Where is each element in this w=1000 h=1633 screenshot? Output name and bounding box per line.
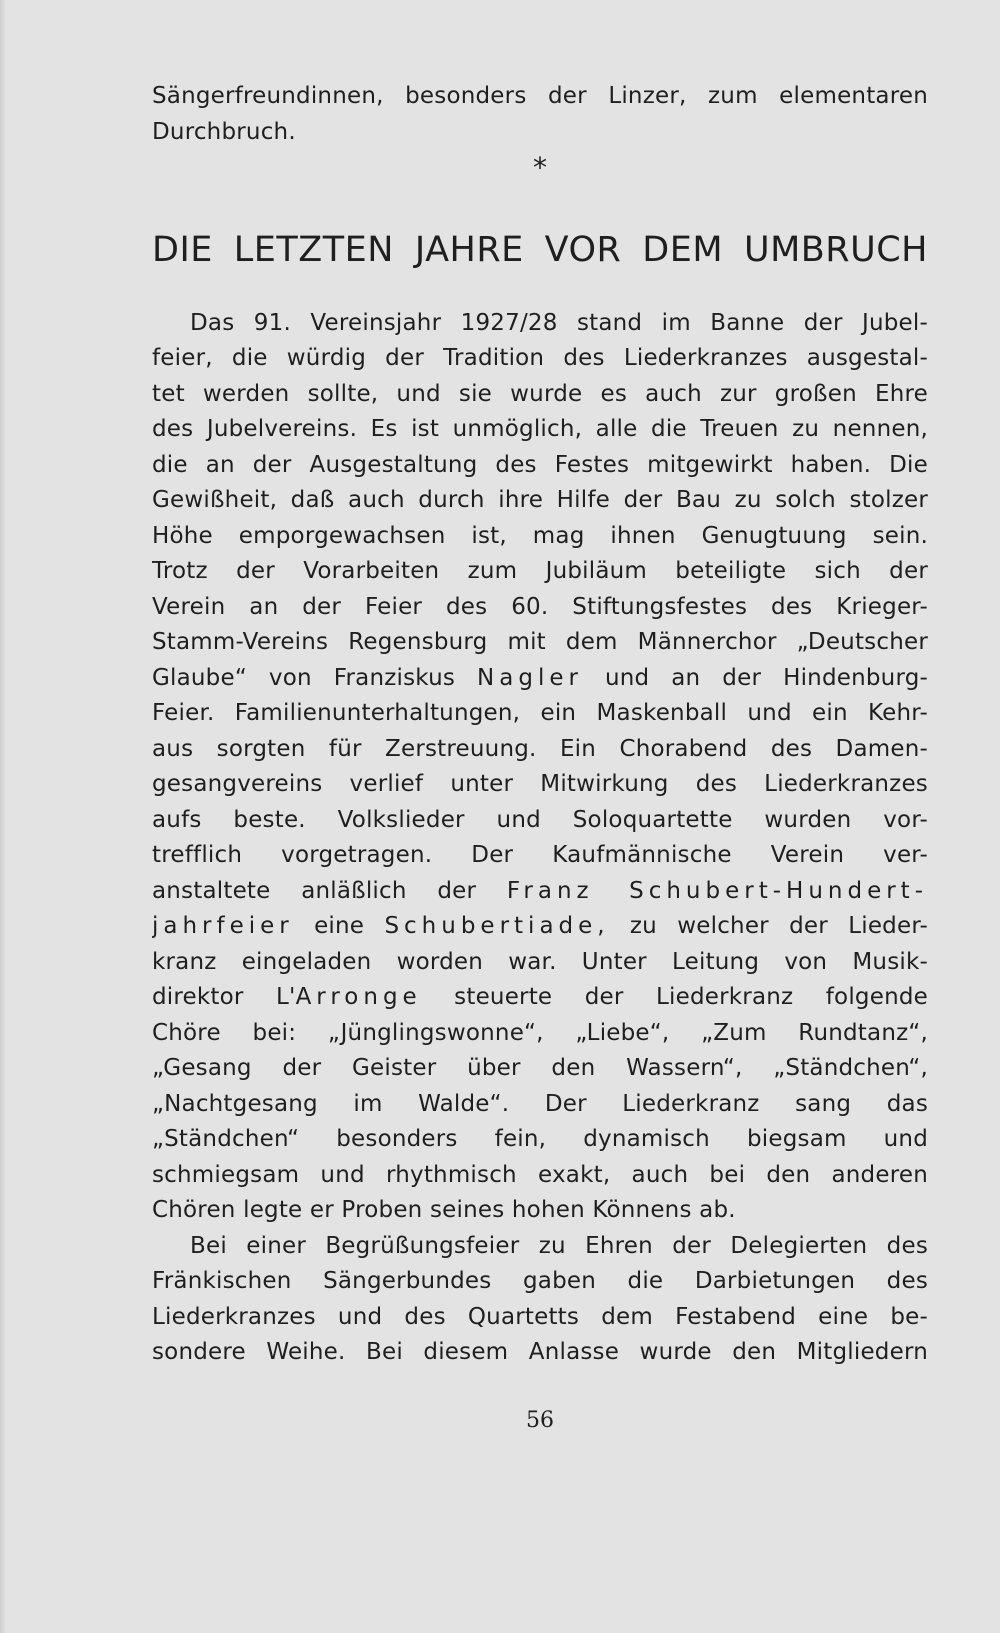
text-run: anstaltete anläßlich der [152, 878, 477, 904]
text-line: Verein an der Feier des 60. Stiftungsfestes des Krieger- [152, 594, 928, 620]
text-line: schmiegsam und rhythmisch exakt, auch bei den anderen [152, 1162, 928, 1188]
text-line: sondere Weihe. Bei diesem Anlasse wurde den Mitgliedern [152, 1339, 928, 1365]
text-run: Glaube“ von Franziskus [152, 665, 456, 691]
text-line [152, 873, 928, 909]
text-line: die an der Ausgestaltung des Festes mitgewirkt haben. Die [152, 452, 928, 478]
text-line: Gewißheit, daß auch durch ihre Hilfe der Bau zu solch stolzer [152, 487, 928, 513]
text-line: Bei einer Begrüßungsfeier zu Ehren der Delegierten des [190, 1233, 928, 1259]
text-line: Durchbruch. [152, 119, 296, 145]
text-run: steuerte der Liederkranz folgende [454, 984, 928, 1010]
text-run: und an der Hindenburg- [604, 665, 928, 691]
text-line: gesangvereins verlief unter Mitwirkung des Liederkranzes [152, 771, 928, 797]
text-line: des Jubelvereins. Es ist unmöglich, alle die Treuen zu nennen, [152, 416, 928, 442]
text-line: Stamm-Vereins Regensburg mit dem Männerchor „Deutscher [152, 629, 928, 655]
spaced-name: Nagler [477, 665, 583, 691]
text-line: Liederkranzes und des Quartetts dem Festabend eine be- [152, 1304, 928, 1330]
text-line: Chören legte er Proben seines hohen Könnens ab. [152, 1197, 736, 1223]
text-line: Sängerfreundinnen, besonders der Linzer, zum elementaren [152, 83, 928, 109]
text-run: eine [314, 913, 365, 939]
text-line: tet werden sollte, und sie wurde es auch zur großen Ehre [152, 381, 928, 407]
section-heading: DIE LETZTEN JAHRE VOR DEM UMBRUCH [152, 230, 928, 270]
spaced-name: Arronge [295, 984, 422, 1010]
text-line: „Nachtgesang im Walde“. Der Liederkranz sang das [152, 1091, 928, 1117]
spaced-name: Schubertiade, [384, 913, 610, 939]
text-line: Chöre bei: „Jünglingswonne“, „Liebe“, „Zum Rundtanz“, [152, 1020, 928, 1046]
text-line [152, 979, 928, 1015]
text-line: „Ständchen“ besonders fein, dynamisch biegsam und [152, 1126, 928, 1152]
text-line: Das 91. Vereinsjahr 1927/28 stand im Banne der Jubel- [190, 310, 928, 336]
text-line: feier, die würdig der Tradition des Liederkranzes ausgestal- [152, 345, 928, 371]
spaced-name: Franz Schubert-Hundert- [506, 878, 928, 904]
text-line: trefflich vorgetragen. Der Kaufmännische Verein ver- [152, 842, 928, 868]
text-run: direktor L' [152, 984, 296, 1010]
text-line [152, 908, 928, 944]
text-line: aus sorgten für Zerstreuung. Ein Chorabend des Damen- [152, 736, 928, 762]
text-line: aufs beste. Volkslieder und Soloquartette wurden vor- [152, 807, 928, 833]
text-line: Feier. Familienunterhaltungen, ein Maskenball und ein Kehr- [152, 700, 928, 726]
text-line: Trotz der Vorarbeiten zum Jubiläum beteiligte sich der [152, 558, 928, 584]
page-number: 56 [526, 1408, 554, 1433]
spaced-name: jahrfeier [152, 913, 294, 939]
text-run: zu welcher der Lieder- [629, 913, 928, 939]
text-line: „Gesang der Geister über den Wassern“, „Ständchen“, [152, 1055, 928, 1081]
text-line: Fränkischen Sängerbundes gaben die Darbietungen des [152, 1268, 928, 1294]
text-line [152, 660, 928, 696]
text-line: Höhe emporgewachsen ist, mag ihnen Genugtuung sein. [152, 523, 928, 549]
text-line: kranz eingeladen worden war. Unter Leitung von Musik- [152, 949, 928, 975]
section-separator: * [533, 151, 547, 184]
